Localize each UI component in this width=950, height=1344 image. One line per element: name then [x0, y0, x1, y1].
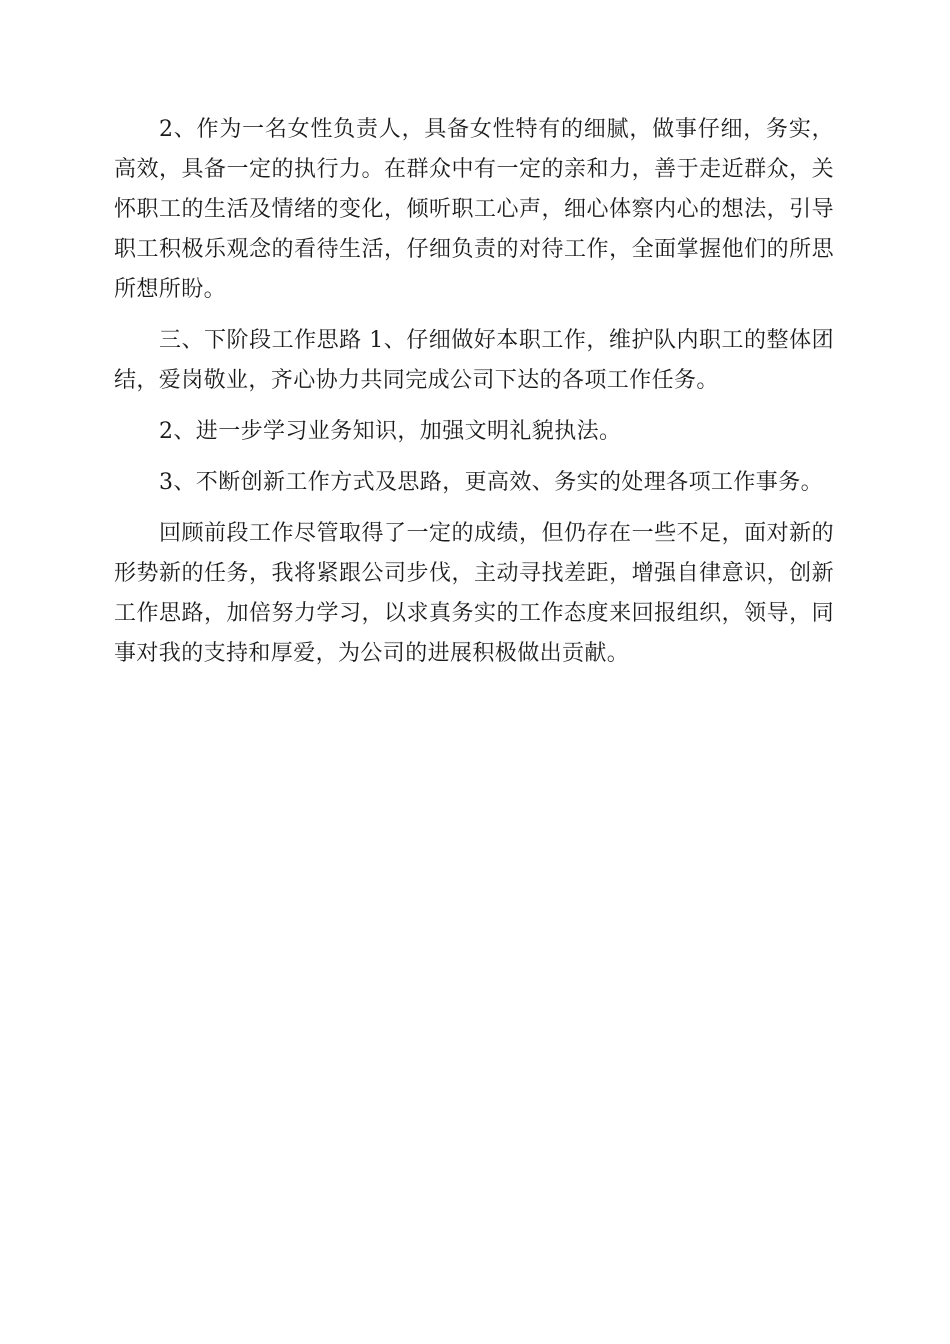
paragraph-study-plan: 2、进一步学习业务知识，加强文明礼貌执法。: [159, 419, 622, 444]
paragraph-innovation-plan: 3、不断创新工作方式及思路，更高效、务实的处理各项工作事务。: [159, 470, 823, 495]
paragraph-strengths: 2、作为一名女性负责人，具备女性特有的细腻，做事仔细，务实，高效，具备一定的执行力。在群众中有一定的亲和力，善于走近群众，关怀职工的生活及情绪的变化，倾听职工心声，细心体察内心的想法，引导职工积极乐观念的看待生活，仔细负责的对待工作，全面掌握他们的所思所想所盼。: [114, 117, 834, 302]
paragraph-next-stage-plan: 三、下阶段工作思路 1、仔细做好本职工作，维护队内职工的整体团结，爱岗敬业，齐心协力共同完成公司下达的各项工作任务。: [114, 328, 834, 393]
paragraph-conclusion: 回顾前段工作尽管取得了一定的成绩，但仍存在一些不足，面对新的形势新的任务，我将紧跟公司步伐，主动寻找差距，增强自律意识，创新工作思路，加倍努力学习，以求真务实的工作态度来回报组织，领导，同事对我的支持和厚爱，为公司的进展积极做出贡献。: [114, 521, 834, 666]
document-body: [114, 110, 834, 685]
